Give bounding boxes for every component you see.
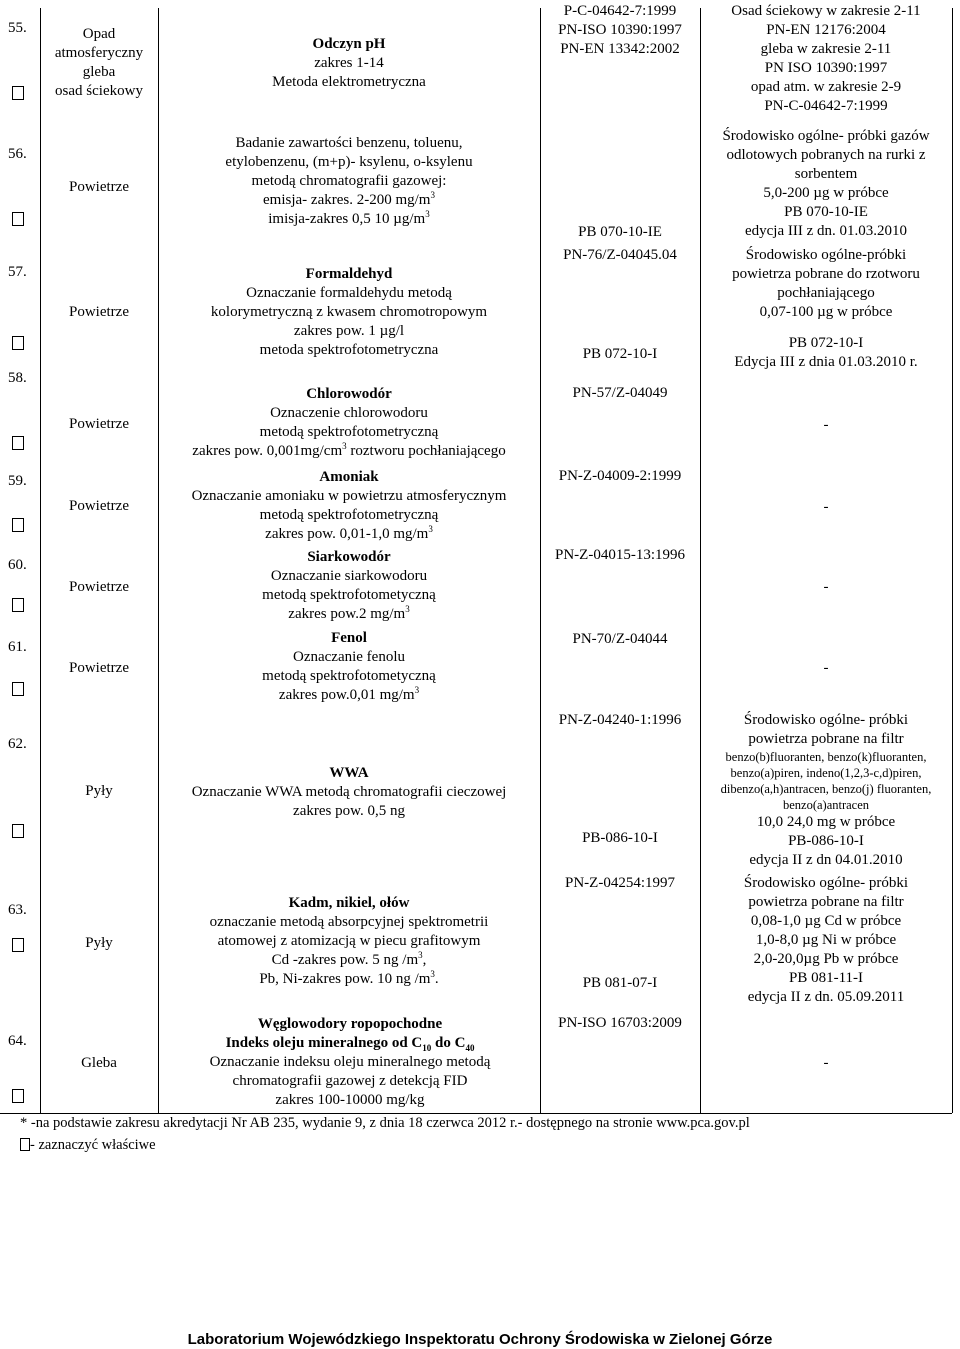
col-divider	[952, 8, 953, 1113]
row-checkbox[interactable]	[12, 436, 24, 450]
norm-cell: PB-086-10-I	[582, 830, 658, 846]
scope-cell: Środowisko ogólne- próbki gazów odlotowych pobranych na rurki z sorbentem 5,0-200 µg w próbce PB 070-10-IE edycja III z dn. 01.03.2010	[722, 128, 930, 239]
page-footer: Laboratorium Wojewódzkiego Inspektoratu Ochrony Środowiska w Zielonej Górze	[187, 1331, 773, 1348]
description-cell: Chlorowodór Oznaczenie chlorowodoru metodą spektrofotometryczną zakres pow. $0,001mg/cm^3$ roztworu pochłaniającego	[192, 386, 506, 459]
row-checkbox[interactable]	[12, 336, 24, 350]
row-number: 56.	[8, 146, 27, 162]
description-cell: Amoniak Oznaczanie amoniaku w powietrzu atmosferycznym metodą spektrofotometryczną zakres pow. 0,01-1,0 $mg/m^3$	[191, 469, 507, 542]
col-divider	[700, 8, 701, 1113]
col-divider	[540, 8, 541, 1113]
description-cell: Odczyn pH zakres 1-14 Metoda elektrometryczna	[272, 36, 426, 90]
row-number: 63.	[8, 902, 27, 918]
col-divider	[158, 8, 159, 1113]
checkbox-note: - zaznaczyć właściwe	[20, 1136, 156, 1155]
scope-cell: Środowisko ogólne- próbki powietrza pobrane na filtr 0,08-1,0 µg Cd w próbce 1,0-8,0 µg Ni w próbce 2,0-20,0µg Pb w próbce PB 081-11-I edycja II z dn. 05.09.2011	[743, 875, 909, 1005]
matrix-cell: Powietrze	[69, 416, 129, 432]
norm-cell: PN-70/Z-04044	[572, 631, 668, 647]
row-number: 60.	[8, 557, 27, 573]
row-checkbox[interactable]	[12, 682, 24, 696]
matrix-cell: Gleba	[81, 1055, 117, 1071]
description-cell: Węglowodory ropopochodne Indeks oleju mineralnego od $C_{10}$ do $C_{40}$ Oznaczanie indeksu oleju mineralnego metodą chromatografii gazowej z detekcją FID zakres 100-10000 mg/kg	[209, 1016, 491, 1108]
description-cell: Fenol Oznaczanie fenolu metodą spektrofotometyczną zakres pow.0,01 $mg/m^3$	[262, 630, 436, 703]
row-checkbox[interactable]	[12, 824, 24, 838]
row-number: 61.	[8, 639, 27, 655]
row-checkbox[interactable]	[12, 938, 24, 952]
col-divider	[40, 8, 41, 1113]
matrix-cell: Powietrze	[69, 179, 129, 195]
matrix-cell: Pyły	[85, 783, 113, 799]
scope-cell: Osad ściekowy w zakresie 2-11 PN-EN 12176:2004 gleba w zakresie 2-11 PN ISO 10390:1997 opad atm. w zakresie 2-9 PN-C-04642-7:1999	[731, 3, 921, 114]
description-cell: Siarkowodór Oznaczanie siarkowodoru metodą spektrofotometyczną zakres pow.2 $mg/m^3$	[262, 549, 436, 622]
row-checkbox[interactable]	[12, 86, 24, 100]
scope-cell: Środowisko ogólne-próbki powietrza pobrane do rzotworu pochłaniającego 0,07-100 µg w próbce PB 072-10-I Edycja III z dnia 01.03.2010 r.	[732, 247, 920, 370]
matrix-cell: Powietrze	[69, 579, 129, 595]
norm-cell: PB 070-10-IE	[578, 224, 662, 240]
scope-cell: -	[823, 579, 829, 595]
norm-cell: PN-ISO 16703:2009	[558, 1015, 682, 1031]
description-cell: WWA Oznaczanie WWA metodą chromatografii cieczowej zakres pow. 0,5 ng	[191, 765, 507, 819]
row-number: 62.	[8, 736, 27, 752]
row-number: 59.	[8, 473, 27, 489]
norm-cell: PN-Z-04015-13:1996	[555, 547, 685, 563]
scope-cell: -	[823, 1055, 829, 1071]
scope-cell: -	[823, 499, 829, 515]
description-cell: Kadm, nikiel, ołów oznaczanie metodą absorpcyjnej spektrometrii atomowej z atomizacją w piecu grafitowym Cd -zakres pow. 5 ng $/m^3$, Pb, Ni-zakres pow. 10 ng $/m^3$.	[209, 895, 489, 987]
norm-cell: PB 081-07-I	[582, 975, 658, 991]
matrix-cell: Opad atmosferyczny gleba osad ściekowy	[54, 26, 144, 99]
row-number: 64.	[8, 1033, 27, 1049]
row-number: 58.	[8, 370, 27, 386]
norm-cell: PN-Z-04254:1997	[565, 875, 675, 891]
norm-cell: PN-Z-04009-2:1999	[558, 468, 682, 484]
row-checkbox[interactable]	[12, 1089, 24, 1103]
matrix-cell: Powietrze	[69, 660, 129, 676]
matrix-cell: Pyły	[85, 935, 113, 951]
norm-cell: P-C-04642-7:1999 PN-ISO 10390:1997 PN-EN 13342:2002	[558, 3, 682, 57]
norm-cell: PN-76/Z-04045.04	[563, 247, 677, 263]
checkbox-icon	[20, 1138, 30, 1151]
matrix-cell: Powietrze	[69, 498, 129, 514]
accreditation-note: * -na podstawie zakresu akredytacji Nr AB 235, wydanie 9, z dnia 18 czerwca 2012 r.- dostępnego na stronie www.pca.gov.pl	[20, 1115, 750, 1131]
row-number: 55.	[8, 20, 27, 36]
scope-cell: Środowisko ogólne- próbki powietrza pobrane na filtr benzo(b)fluoranten, benzo(k)fluoranten, benzo(a)piren, indeno(1,2,3-c,d)piren, dibenzo(a,h)antracen, benzo(j) fluoranten, benzo(a)antracen 10,0 24,0 mg w próbce PB-086-10-I edycja II z dn 04.01.2010	[720, 712, 932, 868]
row-checkbox[interactable]	[12, 212, 24, 226]
scope-cell: -	[823, 417, 829, 433]
description-cell: Badanie zawartości benzenu, toluenu, etylobenzenu, (m+p)- ksylenu, o-ksylenu metodą chromatografii gazowej: emisja- zakres. 2-200 $mg/m^3$ imisja-zakres 0,5 10 $\mu g/m^3$	[225, 135, 473, 227]
row-checkbox[interactable]	[12, 598, 24, 612]
row-checkbox[interactable]	[12, 518, 24, 532]
norm-cell: PN-Z-04240-1:1996	[558, 712, 682, 728]
matrix-cell: Powietrze	[69, 304, 129, 320]
norm-cell: PB 072-10-I	[582, 346, 658, 362]
row-number: 57.	[8, 264, 27, 280]
scope-cell: -	[823, 660, 829, 676]
norm-cell: PN-57/Z-04049	[572, 385, 668, 401]
description-cell: Formaldehyd Oznaczanie formaldehydu metodą kolorymetryczną z kwasem chromotropowym zakres pow. 1 µg/l metoda spektrofotometryczna	[210, 266, 488, 358]
